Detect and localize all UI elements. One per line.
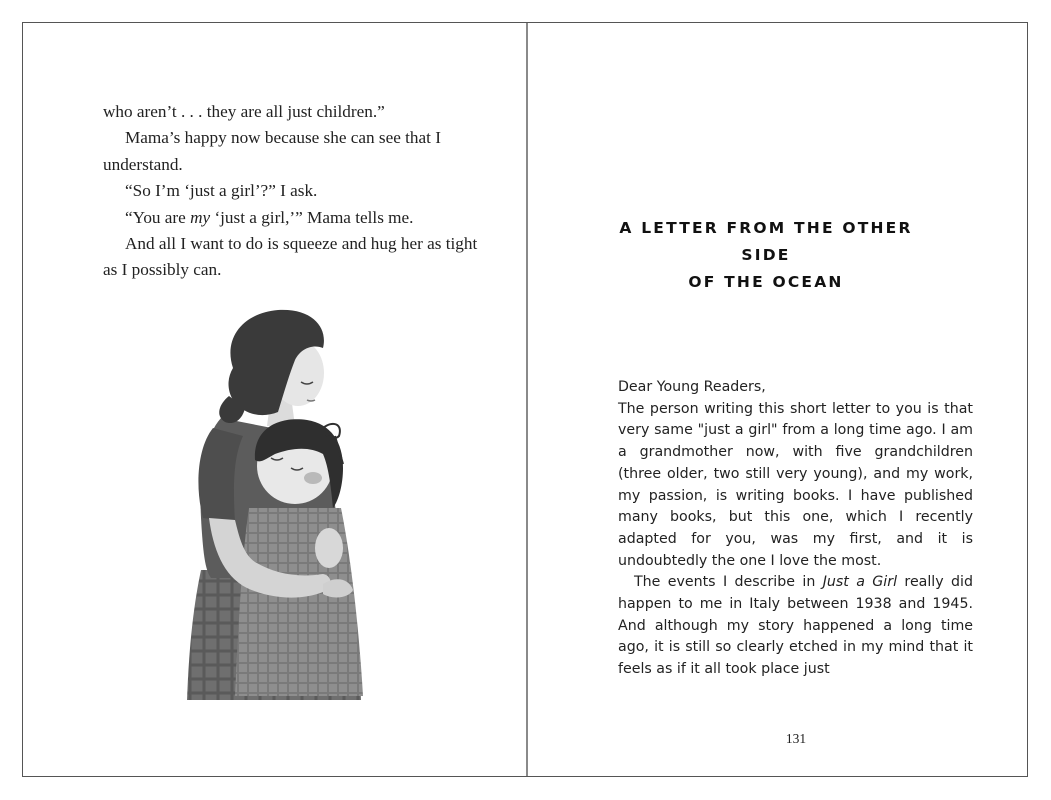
paragraph-hug: And all I want to do is squeeze and hug her as tight as I possibly can. [103, 234, 478, 280]
chapter-title-line-2: OF THE OCEAN [688, 273, 844, 291]
letter-paragraph-2 [618, 572, 973, 681]
letter-paragraph-2-rest: really did happen to me in Italy between 1938 and 1945. And although my story happened a long time ago, it is still so clearly etched in my mind that it feels as if it all took place just [618, 574, 973, 678]
page-number: 131 [785, 731, 807, 746]
paragraph-continuation: who aren’t . . . they are all just children.” [103, 102, 385, 121]
letter-body [618, 377, 973, 681]
book-title: Just a Girl [822, 574, 898, 591]
letter-paragraph-2-start: The events I describe in [634, 574, 823, 591]
book-spread [22, 22, 1028, 777]
letter-paragraph-1: The person writing this short letter to you is that very same "just a girl" from a long time ago. I am a grandmother now, with five grandchildren (three older, two still very young), and my work, my passion, is writing books. I have published many books, but this one, which I recently adapted for you, was my first, and it is undoubtedly the one I love the most. [618, 400, 973, 569]
left-page-text [103, 99, 483, 284]
chapter-title-line-1: A LETTER FROM THE OTHER SIDE [619, 219, 913, 264]
page-gutter [526, 23, 528, 776]
dialog-emphasis: my [190, 207, 211, 227]
mother-daughter-illustration [183, 308, 383, 703]
chapter-title [611, 215, 921, 296]
dialog-before: “You are [125, 207, 191, 227]
dialog-after: ‘just a girl,’” Mama tells me. [210, 207, 414, 227]
paragraph-question: “So I’m ‘just a girl’?” I ask. [125, 181, 318, 201]
paragraph-dialog [103, 205, 483, 231]
letter-salutation: Dear Young Readers, [618, 379, 766, 395]
paragraph-mama-happy: Mama’s happy now because she can see that I understand. [103, 128, 441, 174]
